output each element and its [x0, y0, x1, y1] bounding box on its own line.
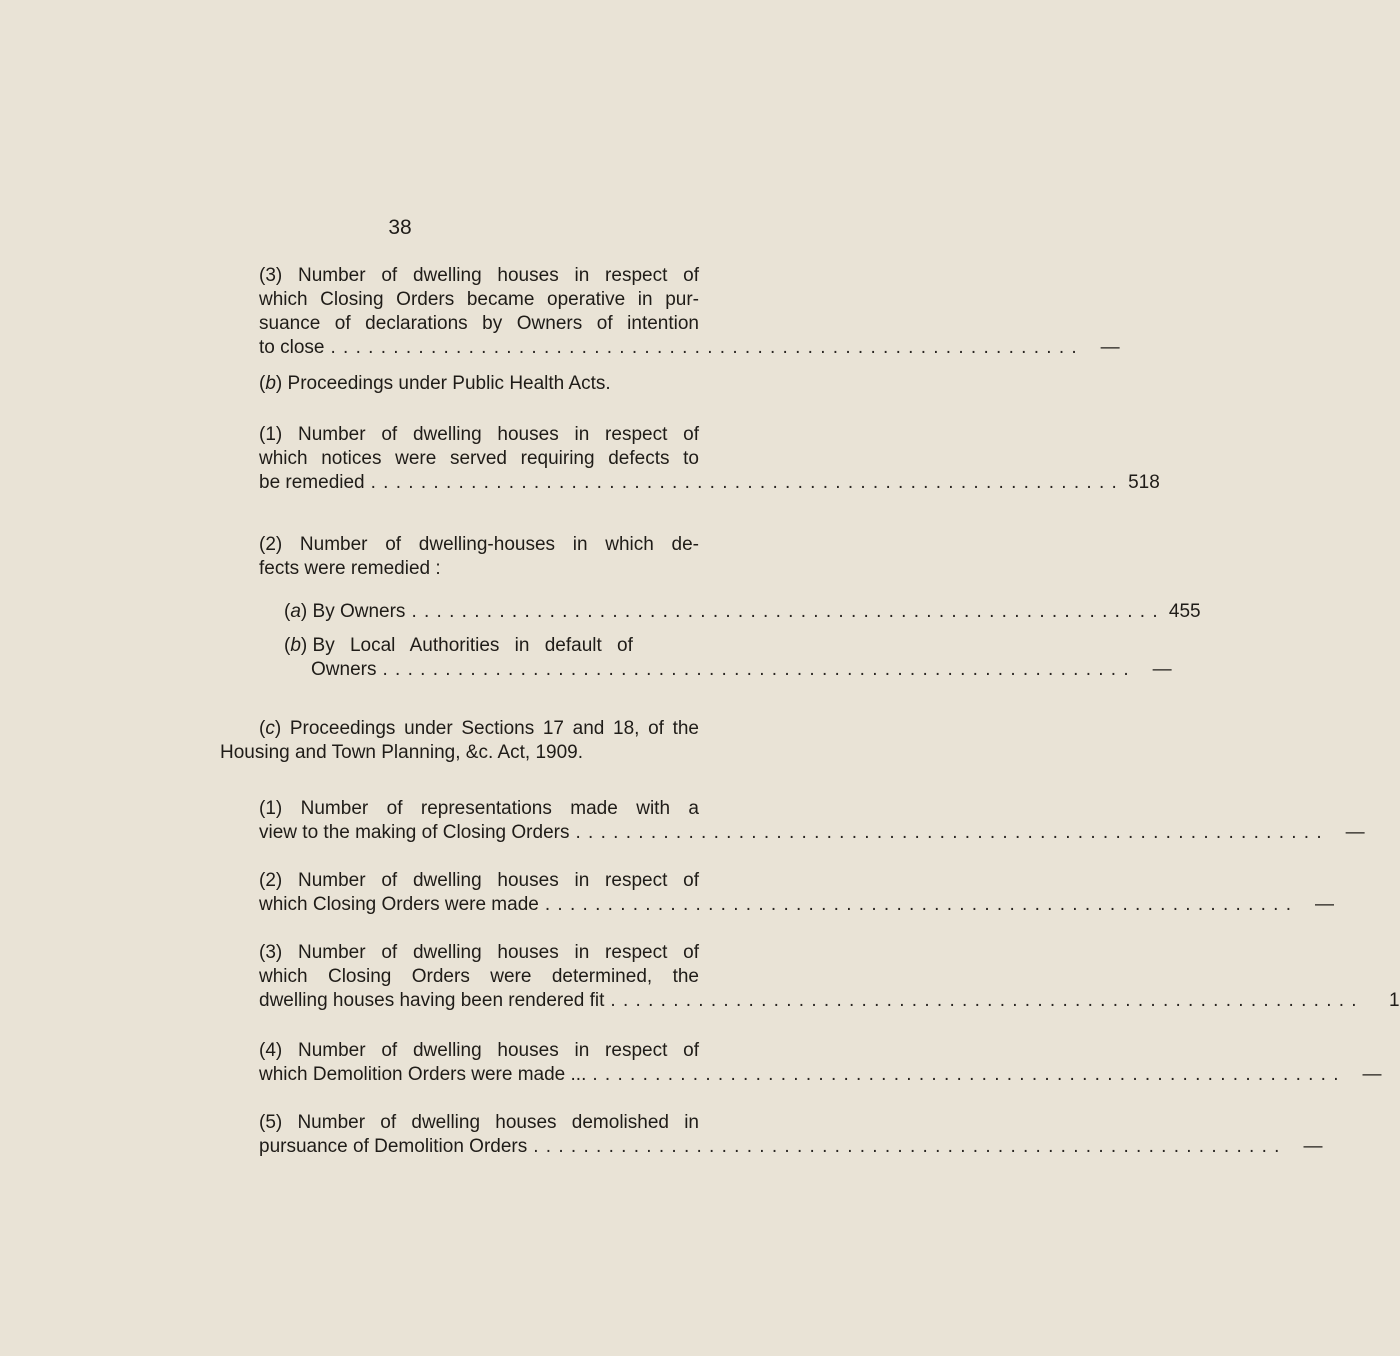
item-last-line: be remedied — [259, 472, 365, 493]
sub-text: By Local Authorities in default of — [312, 635, 633, 656]
sub-letter: b — [290, 635, 301, 656]
item-line: (3) Number of dwelling houses in respect of — [259, 265, 699, 286]
section-b-item-2a: (a) By Owners . . . . . . . . . . . . . . . . . . . . . . . . . . . . . . . . . . . . . . . . . . . . . . . . . . . . . . . . . . . . 455 — [284, 601, 1201, 622]
item-line: which Closing Orders became operative in pur- — [259, 289, 699, 310]
item-last-line: Owners — [311, 659, 377, 680]
sub-letter: a — [290, 601, 301, 622]
section-b-heading: (b) Proceedings under Public Health Acts. — [259, 373, 611, 394]
item-value: — — [1100, 337, 1120, 358]
section-c-item-2 — [259, 869, 1335, 917]
dot-leader: . . . . . . . . . . . . . . . . . . . . . . . . . . . . . . . . . . . . . . . . . . . . . . . . . . . . . . . . . . . . — [370, 472, 1118, 493]
item-value: 518 — [1128, 472, 1160, 493]
item-last-line: dwelling houses having been rendered fit — [259, 990, 605, 1011]
section-c-item-3 — [259, 941, 1400, 1013]
section-c-item-5 — [259, 1111, 1323, 1159]
item-last-line: to close — [259, 337, 325, 358]
item-line: (5) Number of dwelling houses demolished in — [259, 1112, 699, 1133]
section-c-item-1 — [259, 797, 1365, 845]
heading-text: Proceedings under Public Health Acts. — [287, 373, 611, 394]
dot-leader: . . . . . . . . . . . . . . . . . . . . . . . . . . . . . . . . . . . . . . . . . . . . . . . . . . . . . . . . . . . . — [411, 601, 1159, 622]
dot-leader: . . . . . . . . . . . . . . . . . . . . . . . . . . . . . . . . . . . . . . . . . . . . . . . . . . . . . . . . . . . . — [544, 894, 1293, 915]
item-line: (2) Number of dwelling houses in respect of — [259, 870, 699, 891]
dot-leader: . . . . . . . . . . . . . . . . . . . . . . . . . . . . . . . . . . . . . . . . . . . . . . . . . . . . . . . . . . . . — [382, 659, 1130, 680]
item-line: (1) Number of dwelling houses in respect of — [259, 424, 699, 445]
item-value: — — [1315, 894, 1335, 915]
section-b-item-2b: (b) By Local Authorities in default of Owners . . . . . . . . . . . . . . . . . . . . . . . . . . . . . . . . . . . . . . . . . . . . . . . . . . . . . . . . . . . . — — [284, 635, 1172, 680]
item-line: (1) Number of representations made with a — [259, 798, 699, 819]
item-line: (3) Number of dwelling houses in respect of — [259, 942, 699, 963]
item-line: which Closing Orders were determined, the — [259, 966, 699, 987]
section-a-item-3 — [259, 264, 1120, 360]
page-number: 38 — [388, 216, 412, 239]
item-value: 455 — [1168, 601, 1201, 622]
section-b-item-1 — [259, 423, 1160, 495]
dot-leader: . . . . . . . . . . . . . . . . . . . . . . . . . . . . . . . . . . . . . . . . . . . . . . . . . . . . . . . . . . . . — [610, 990, 1358, 1011]
section-b-item-2 — [259, 533, 699, 581]
item-line: (2) Number of dwelling-houses in which de- — [259, 534, 699, 555]
section-c-heading-line-2: Housing and Town Planning, &c. Act, 1909. — [220, 742, 584, 763]
item-value: — — [1152, 659, 1172, 680]
item-last-line: which Closing Orders were made — [259, 894, 539, 915]
item-last-line: fects were remedied : — [259, 558, 441, 579]
section-c-item-4 — [259, 1039, 1382, 1087]
item-last-line: which Demolition Orders were made ... — [259, 1064, 587, 1085]
sub-text: By Owners — [312, 601, 406, 622]
dot-leader: . . . . . . . . . . . . . . . . . . . . . . . . . . . . . . . . . . . . . . . . . . . . . . . . . . . . . . . . . . . . — [575, 822, 1323, 843]
item-value: — — [1362, 1064, 1382, 1085]
section-c-heading: (c) Proceedings under Sections 17 and 18, of the — [259, 718, 699, 739]
item-last-line: view to the making of Closing Orders — [259, 822, 570, 843]
item-value: — — [1345, 822, 1365, 843]
item-value: — — [1303, 1136, 1323, 1157]
heading-line-1: Proceedings under Sections 17 and 18, of the — [289, 718, 699, 739]
item-line: suance of declarations by Owners of intention — [259, 313, 699, 334]
dot-leader: . . . . . . . . . . . . . . . . . . . . . . . . . . . . . . . . . . . . . . . . . . . . . . . . . . . . . . . . . . . . — [330, 337, 1078, 358]
item-last-line: pursuance of Demolition Orders — [259, 1136, 528, 1157]
heading-letter: b — [265, 373, 276, 394]
dot-leader: . . . . . . . . . . . . . . . . . . . . . . . . . . . . . . . . . . . . . . . . . . . . . . . . . . . . . . . . . . . . — [592, 1064, 1340, 1085]
item-line: which notices were served requiring defects to — [259, 448, 699, 469]
item-line: (4) Number of dwelling houses in respect of — [259, 1040, 699, 1061]
heading-letter: c — [265, 718, 275, 739]
dot-leader: . . . . . . . . . . . . . . . . . . . . . . . . . . . . . . . . . . . . . . . . . . . . . . . . . . . . . . . . . . . . — [533, 1136, 1281, 1157]
item-value: 1 — [1389, 990, 1400, 1011]
